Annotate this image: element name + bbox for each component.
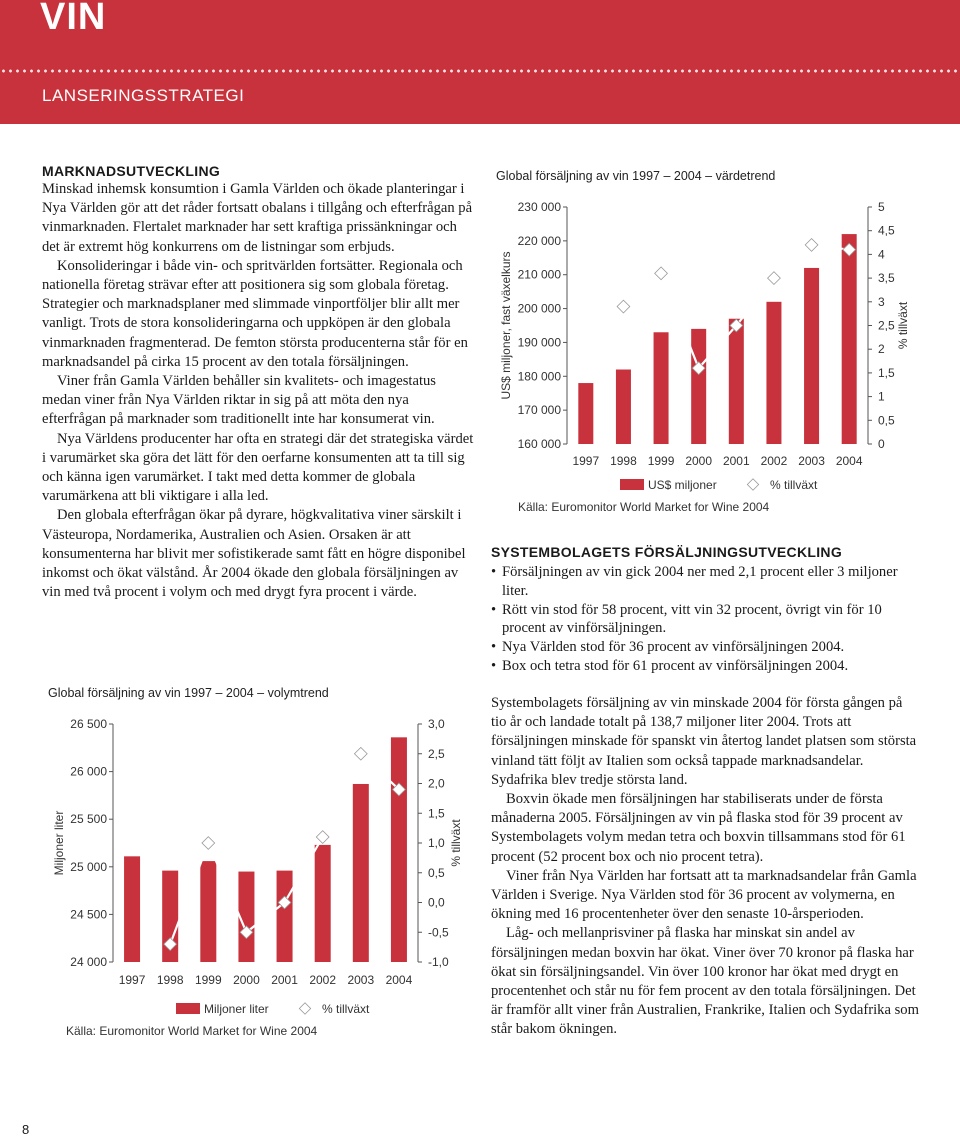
x-tick-label: 1997 xyxy=(572,454,600,468)
systembolaget-text xyxy=(491,694,919,1040)
y2-tick-label: 2 xyxy=(878,342,885,357)
y2-tick-label: 1,5 xyxy=(878,365,895,380)
bar xyxy=(729,319,744,444)
x-tick-label: 1999 xyxy=(647,454,675,468)
y-tick-label: 26 000 xyxy=(70,764,107,779)
section-title: MARKNADSUTVECKLING xyxy=(42,163,221,179)
bullet-icon: • xyxy=(491,564,497,580)
bullet-icon: • xyxy=(491,657,497,674)
x-tick-label: 1999 xyxy=(194,973,222,987)
legend-label: % tillväxt xyxy=(322,1002,370,1016)
y2-tick-label: -1,0 xyxy=(428,955,449,969)
value-chart-svg xyxy=(492,166,932,522)
bar xyxy=(842,234,857,444)
list-item xyxy=(491,601,919,639)
x-tick-label: 2003 xyxy=(798,454,825,468)
value-chart xyxy=(492,166,932,522)
x-tick-label: 2000 xyxy=(233,973,260,987)
legend-marker xyxy=(299,1003,310,1014)
x-tick-label: 2001 xyxy=(722,454,750,468)
y2-tick-label: 0 xyxy=(878,437,885,451)
y-axis-label: Miljoner liter xyxy=(52,810,66,876)
bar xyxy=(766,302,781,444)
list-item xyxy=(491,638,919,657)
paragraph: Den globala efterfrågan ökar på dyrare, högkvalitativa viner särskilt i Västeuropa, Nordamerika, Australien och Asien. Orsaken är att konsumenterna har blivit mer sofistikerade samt fått en högre disponibel inkomst och ökat välstånd. År 2004 ökade den globala försäljningen av vin med två procent i volym och med drygt fyra procent i värde. xyxy=(42,507,466,601)
bullet-icon: • xyxy=(491,601,497,618)
paragraph: Viner från Nya Världen har fortsatt att ta marknadsandelar från Gamla Världen i Sverige. Nya Världen stod för 36 procent av volymerna, en ökning med 16 procentenheter över den senaste 10-årsperioden. xyxy=(491,867,917,923)
systembolaget-section xyxy=(491,544,919,676)
list-item-text: Nya Världen stod för 36 procent av vinförsäljningen 2004. xyxy=(502,639,845,656)
y-tick-label: 180 000 xyxy=(517,369,561,384)
paragraph: Systembolagets försäljning av vin minskade 2004 för första gången på tio år och landade totalt på 138,7 miljoner liter 2004. Trots att försäljningen minskade för spanskt vin återtog landet platsen som största vinland tätt följt av Italien som också tappade marknadsandelar. Sydafrika blev tredje största land. xyxy=(491,695,917,788)
legend-marker xyxy=(747,479,758,490)
dotted-divider xyxy=(0,68,960,74)
chart-source: Källa: Euromonitor World Market for Wine 2004 xyxy=(518,500,770,514)
list-item-text: Rött vin stod för 58 procent, vitt vin 32 procent, övrigt vin för 10 procent av vinförsäljningen. xyxy=(502,601,882,637)
bullet-icon: • xyxy=(491,639,497,656)
y2-tick-label: 1,0 xyxy=(428,836,445,850)
volume-chart-svg xyxy=(46,685,476,1045)
y2-tick-label: 5 xyxy=(878,200,885,214)
legend-label: US$ miljoner xyxy=(648,478,717,492)
paragraph: Viner från Gamla Världen behåller sin kvalitets- och imagestatus medan viner från Nya Världen riktar in sig på att möta den nya efterfrågan på marknader som traditionellt inte har konsumerat vin. xyxy=(42,373,436,428)
chart-title: Global försäljning av vin 1997 – 2004 – volymtrend xyxy=(48,686,329,700)
x-tick-label: 2001 xyxy=(271,973,298,987)
bar xyxy=(353,784,369,962)
paragraph: Minskad inhemsk konsumtion i Gamla Världen och ökade planteringar i Nya Världen gör att det råder fortsatt obalans i tillgång och efterfrågan på vinmarknaden. Flertalet marknader har sett kraftiga prissänkningar och det är extremt hög konkurrens om de listningar som erbjuds. xyxy=(42,181,473,255)
paragraph: Konsolideringar i både vin- och spritvärlden fortsätter. Regionala och nationella företag strävar efter att positionera sig som globala företag. Strategier och marknadsplaner med slimmade vinportföljer blir allt mer vanligt. Trots de stora konsolideringarna och uppköpen är den globala vinmarknaden fragmenterad. De femton största producenterna står för en marknadsandel på cirka 15 procent av den totala försäljningen. xyxy=(42,257,468,370)
y-tick-label: 210 000 xyxy=(517,267,561,282)
x-tick-label: 1998 xyxy=(610,454,637,468)
y-tick-label: 26 500 xyxy=(70,717,107,731)
legend-swatch-bar xyxy=(620,479,644,490)
y-tick-label: 170 000 xyxy=(517,403,561,418)
legend-label: Miljoner liter xyxy=(204,1002,269,1016)
y2-tick-label: 3 xyxy=(878,294,885,309)
y-tick-label: 25 000 xyxy=(70,859,107,874)
page-number: 8 xyxy=(22,1122,30,1137)
y2-tick-label: -0,5 xyxy=(428,925,449,940)
chart-source: Källa: Euromonitor World Market for Wine 2004 xyxy=(66,1024,318,1038)
bullet-list xyxy=(491,563,919,676)
bar xyxy=(391,737,407,962)
x-tick-label: 1998 xyxy=(156,973,184,987)
bar xyxy=(578,383,593,444)
y2-tick-label: 0,0 xyxy=(428,895,445,910)
growth-marker xyxy=(202,837,215,850)
y2-tick-label: 4 xyxy=(878,247,885,262)
list-item xyxy=(491,657,919,676)
y2-tick-label: 4,5 xyxy=(878,223,895,238)
y-tick-label: 25 500 xyxy=(70,812,107,827)
marknadsutveckling-section xyxy=(42,163,474,602)
bar xyxy=(277,871,293,962)
paragraph: Boxvin ökade men försäljningen har stabiliserats under de första månaderna 2005. Försäljningen av vin på flaska stod för 39 procent av Systembolagets volym medan tetra och boxvin tillsammans stod för 61 procent (52 procent box och nio procent tetra). xyxy=(491,791,906,865)
section-title: SYSTEMBOLAGETS FÖRSÄLJNINGSUTVECKLING xyxy=(491,544,843,560)
chart-title: Global försäljning av vin 1997 – 2004 – värdetrend xyxy=(496,169,776,183)
y-tick-label: 190 000 xyxy=(517,335,561,350)
x-tick-label: 2004 xyxy=(835,454,863,468)
bar xyxy=(804,268,819,444)
y-tick-label: 200 000 xyxy=(517,301,561,316)
y2-tick-label: 1,5 xyxy=(428,806,445,821)
page-subtitle: LANSERINGSSTRATEGI xyxy=(42,86,245,105)
x-tick-label: 2002 xyxy=(760,454,788,468)
y2-tick-label: 0,5 xyxy=(878,413,895,428)
y2-tick-label: 2,0 xyxy=(428,776,445,791)
paragraph: Låg- och mellanprisviner på flaska har minskat sin andel av försäljningen medan boxvin har ökat. Viner över 70 kronor på flaska har ökat sin försäljningsandel. Vin över 100 kronor har ökat med drygt en procentenhet och står nu för fem procent av den totala försäljningen. Det är framför allt viner från Australien, Frankrike, Italien och Sydafrika som står bakom ökningen. xyxy=(491,925,919,1038)
y-tick-label: 230 000 xyxy=(517,200,561,214)
x-tick-label: 1997 xyxy=(118,973,146,987)
bar xyxy=(616,370,631,444)
x-tick-label: 2004 xyxy=(385,973,413,987)
x-tick-label: 2002 xyxy=(309,973,337,987)
list-item xyxy=(491,563,919,601)
bar xyxy=(124,856,140,962)
page-title: VIN xyxy=(40,0,107,38)
y2-axis-label: % tillväxt xyxy=(449,819,463,867)
volume-chart xyxy=(46,685,476,1045)
y2-tick-label: 1 xyxy=(878,389,885,404)
list-item-text: Försäljningen av vin gick 2004 ner med 2,1 procent eller 3 miljoner liter. xyxy=(502,564,898,599)
bar xyxy=(691,329,706,444)
y-tick-label: 24 500 xyxy=(70,907,107,922)
y-tick-label: 24 000 xyxy=(70,955,107,969)
y-tick-label: 160 000 xyxy=(517,437,561,451)
bar xyxy=(654,332,669,444)
list-item-text: Box och tetra stod för 61 procent av vinförsäljningen 2004. xyxy=(502,657,849,674)
y-tick-label: 220 000 xyxy=(517,233,561,248)
header-banner xyxy=(0,0,960,124)
y2-tick-label: 3,0 xyxy=(428,717,445,731)
y2-tick-label: 3,5 xyxy=(878,271,895,286)
x-tick-label: 2003 xyxy=(347,973,375,987)
y2-tick-label: 2,5 xyxy=(428,746,445,761)
legend-swatch-bar xyxy=(176,1003,200,1014)
x-tick-label: 2000 xyxy=(685,454,713,468)
y2-tick-label: 0,5 xyxy=(428,865,445,880)
y2-axis-label: % tillväxt xyxy=(896,301,910,350)
legend-label: % tillväxt xyxy=(770,478,818,492)
bar xyxy=(200,861,216,962)
bar xyxy=(315,845,331,962)
growth-marker xyxy=(316,831,329,844)
paragraph: Nya Världens producenter har ofta en strategi där det strategiska värdet i varumärket ska göra det lätt för den oerfarne konsumenten att ta till sig och känna igen varumärket. I takt med detta kommer de globala varumärkena att bli viktigare i alla led. xyxy=(42,430,474,505)
y-axis-label: US$ miljoner, fast växelkurs xyxy=(499,251,513,400)
y2-tick-label: 2,5 xyxy=(878,318,895,333)
